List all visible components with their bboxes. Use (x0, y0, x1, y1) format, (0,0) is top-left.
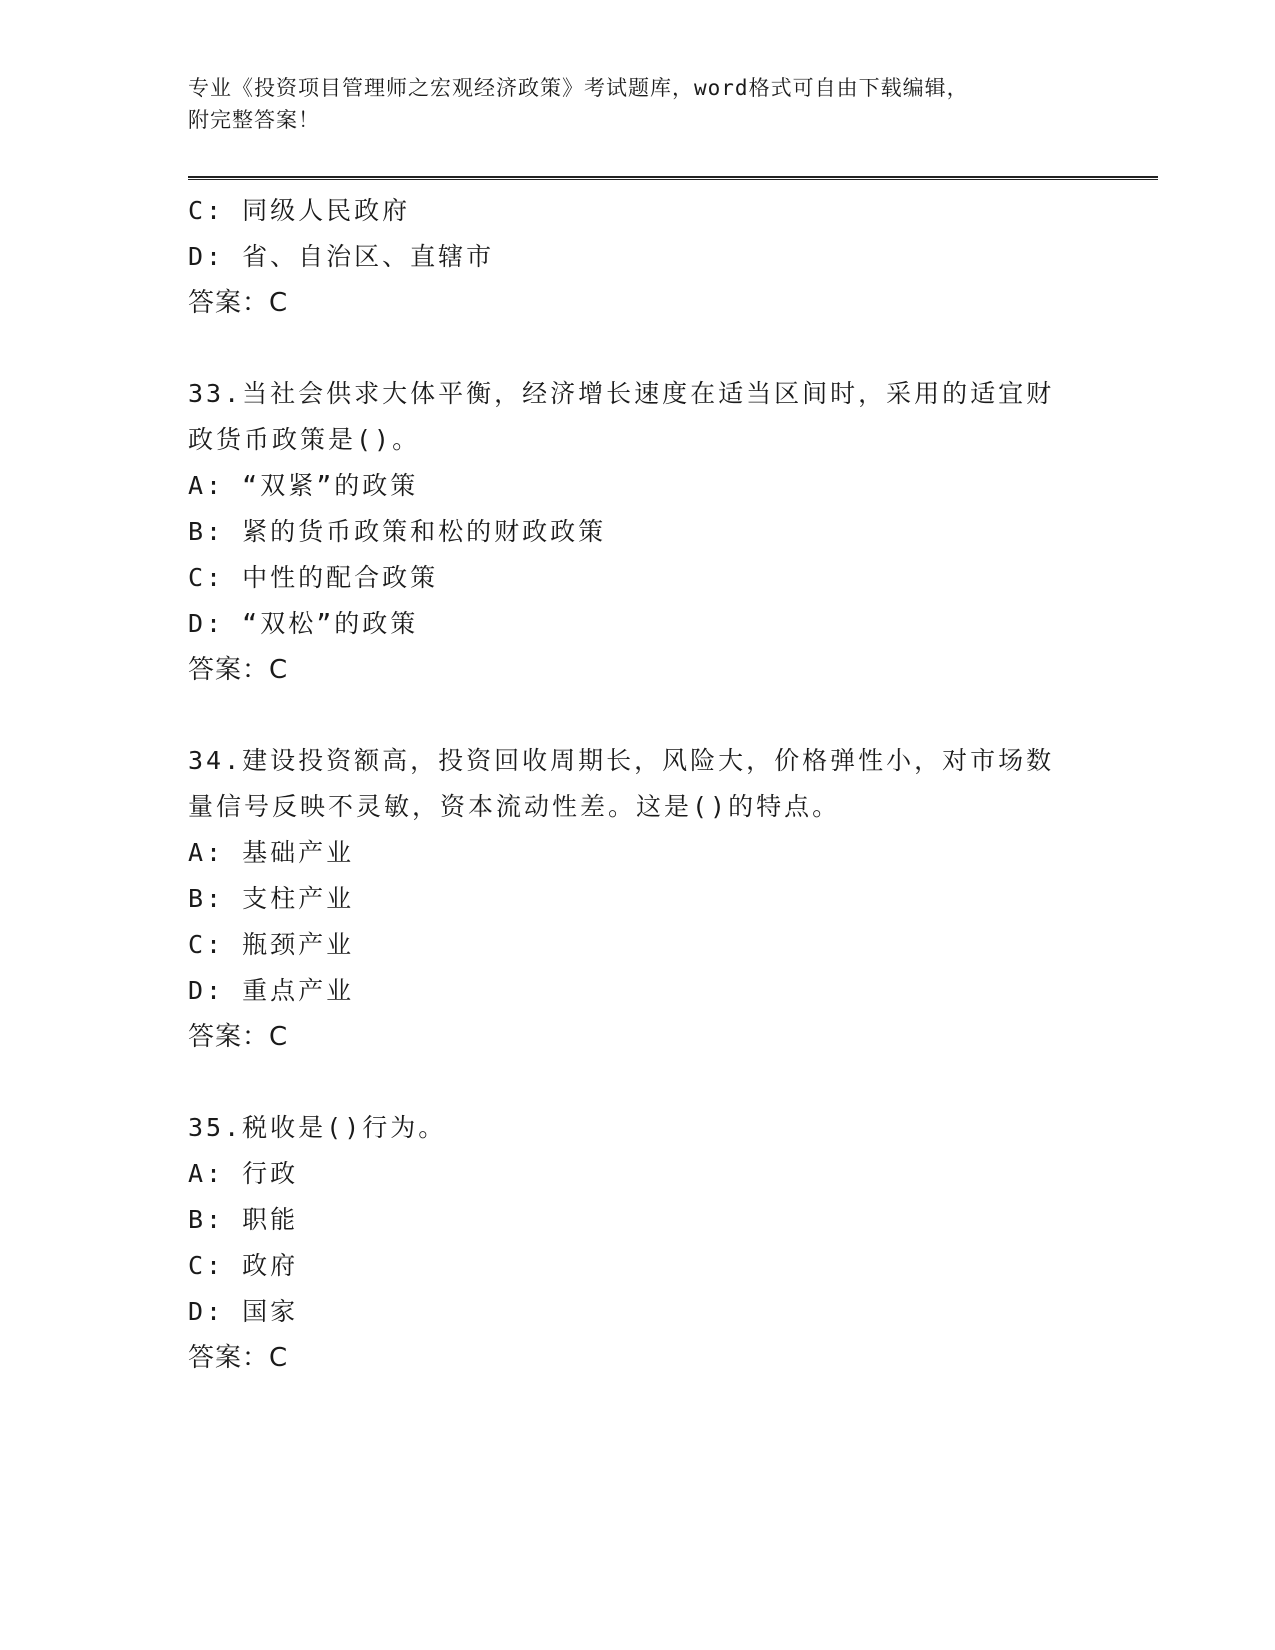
header-subtitle-line: 附完整答案！ (188, 108, 320, 132)
option-d: D: 国家 (188, 1297, 299, 1326)
answer-line: 答案：C (188, 288, 289, 318)
question-spacer (188, 1060, 1088, 1105)
option-c: C: 瓶颈产业 (188, 930, 355, 959)
question-stem: 34.建设投资额高，投资回收周期长，风险大，价格弹性小，对市场数 (188, 746, 1055, 775)
option-c: C: 同级人民政府 (188, 196, 411, 225)
option-a: A: “双紧”的政策 (188, 471, 419, 500)
option-a: A: 行政 (188, 1159, 299, 1188)
question-stem: 33.当社会供求大体平衡，经济增长速度在适当区间时，采用的适宜财 (188, 379, 1055, 408)
answer-line: 答案：C (188, 1022, 289, 1052)
option-b: B: 支柱产业 (188, 884, 355, 913)
question-35 (188, 1105, 1088, 1381)
answer-line: 答案：C (188, 1343, 289, 1373)
option-a: A: 基础产业 (188, 838, 355, 867)
header-divider (188, 176, 1158, 180)
option-c: C: 中性的配合政策 (188, 563, 439, 592)
option-d: D: 重点产业 (188, 976, 355, 1005)
answer-line: 答案：C (188, 655, 289, 685)
option-d: D: 省、自治区、直辖市 (188, 242, 495, 271)
question-stem: 35.税收是()行为。 (188, 1113, 447, 1142)
question-33 (188, 371, 1088, 693)
option-d: D: “双松”的政策 (188, 609, 419, 638)
question-spacer (188, 326, 1088, 371)
question-34 (188, 738, 1088, 1060)
option-b: B: 紧的货币政策和松的财政政策 (188, 517, 607, 546)
header-title-line: 专业《投资项目管理师之宏观经济政策》考试题库，word格式可自由下载编辑， (188, 76, 969, 100)
question-spacer (188, 693, 1088, 738)
document-header (188, 72, 1088, 136)
option-b: B: 职能 (188, 1205, 299, 1234)
option-c: C: 政府 (188, 1251, 299, 1280)
question-stem-continued: 量信号反映不灵敏，资本流动性差。这是()的特点。 (188, 792, 841, 821)
question-list (188, 188, 1088, 1381)
question-stem-continued: 政货币政策是()。 (188, 425, 421, 454)
question-32-tail (188, 188, 1088, 326)
